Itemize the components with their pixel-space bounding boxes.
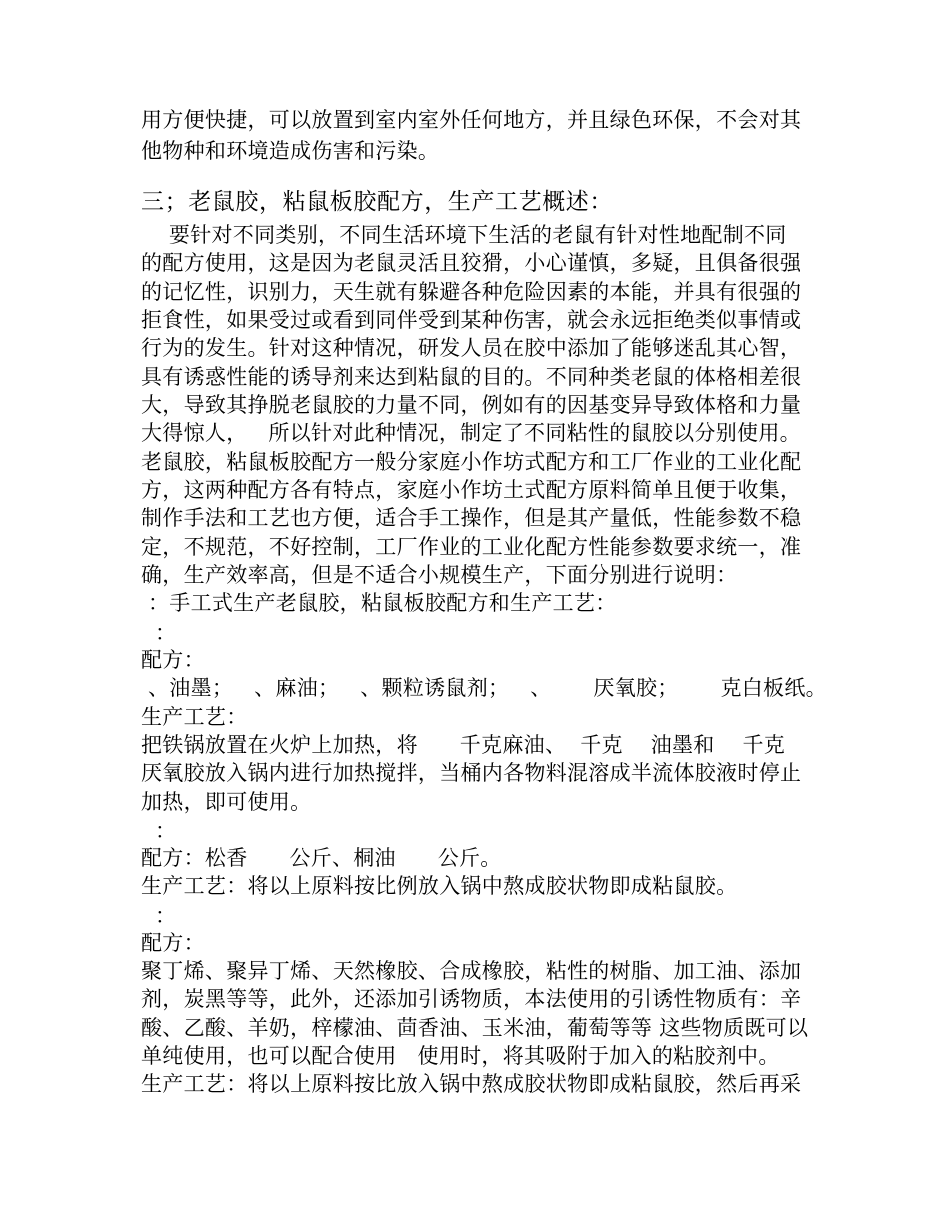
item-marker: ： [141,621,177,645]
paragraph-line: 的配方使用，这是因为老鼠灵活且狡猾，小心谨慎，多疑，且俱备很强 [141,251,802,275]
label-line: 配方： [141,931,205,955]
label-line: 生产工艺： [141,705,248,729]
paragraph-line: 制作手法和工艺也方便，适合手工操作，但是其产量低，性能参数不稳 [141,506,802,530]
paragraph-line: 厌氧胶放入锅内进行加热搅拌，当桶内各物料混溶成半流体胶液时停止 [141,761,802,785]
paragraph-line: 聚丁烯、聚异丁烯、天然橡胶、合成橡胶，粘性的树脂、加工油、添加 [141,959,802,983]
item-marker: ： [141,819,177,843]
paragraph-line: 用方便快捷，可以放置到室内室外任何地方，并且绿色环保，不会对其 [141,108,802,132]
section-heading: 三；老鼠胶，粘鼠板胶配方，生产工艺概述： [141,189,613,215]
paragraph-line: 生产工艺：将以上原料按比例放入锅中熬成胶状物即成粘鼠胶。 [141,874,738,898]
paragraph-line: 行为的发生。针对这种情况，研发人员在胶中添加了能够迷乱其心智， [141,336,802,360]
label-line: 配方： [141,648,205,672]
item-marker: ： [141,904,177,928]
paragraph-line: 拒食性，如果受过或看到同伴受到某种伤害，就会永远拒绝类似事情或 [141,308,802,332]
paragraph-line: 单纯使用，也可以配合使用 使用时，将其吸附于加入的粘胶剂中。 [141,1044,780,1068]
ingredient-line: 、油墨； 、麻油； 、颗粒诱鼠剂； 、 厌氧胶； 克白板纸。 [141,676,827,700]
ingredient-line: 配方：松香 公斤、桐油 公斤。 [141,846,502,870]
paragraph-line: 确，生产效率高，但是不适合小规模生产，下面分别进行说明： [141,563,738,587]
paragraph-line: 方，这两种配方各有特点，家庭小作坊土式配方原料简单且便于收集， [141,478,802,502]
subsection-heading: ：手工式生产老鼠胶，粘鼠板胶配方和生产工艺： [141,591,617,615]
paragraph-line: 他物种和环境造成伤害和污染。 [141,139,440,163]
paragraph-line: 定，不规范，不好控制，工厂作业的工业化配方性能参数要求统一，准 [141,535,802,559]
paragraph-line: 加热，即可使用。 [141,790,312,814]
paragraph-line: 大，导致其挣脱老鼠胶的力量不同，例如有的因基变异导致体格和力量 [141,393,802,417]
paragraph-line: 要针对不同类别，不同生活环境下生活的老鼠有针对性地配制不同 [141,223,787,247]
paragraph-line: 生产工艺：将以上原料按比放入锅中熬成胶状物即成粘鼠胶，然后再采 [141,1072,802,1096]
paragraph-line: 的记忆性，识别力，天生就有躲避各种危险因素的本能，并具有很强的 [141,280,802,304]
paragraph-line: 具有诱惑性能的诱导剂来达到粘鼠的目的。不同种类老鼠的体格相差很 [141,365,802,389]
paragraph-line: 把铁锅放置在火炉上加热，将 千克麻油、 千克 油墨和 千克 [141,733,786,757]
paragraph-line: 酸、乙酸、羊奶，梓檬油、茴香油、玉米油，葡萄等等 这些物质既可以 [141,1016,809,1040]
paragraph-line: 老鼠胶，粘鼠板胶配方一般分家庭小作坊式配方和工厂作业的工业化配 [141,450,802,474]
paragraph-line: 剂，炭黑等等，此外，还添加引诱物质，本法使用的引诱性物质有：辛 [141,987,802,1011]
paragraph-line: 大得惊人， 所以针对此种情况，制定了不同粘性的鼠胶以分别使用。 [141,421,801,445]
